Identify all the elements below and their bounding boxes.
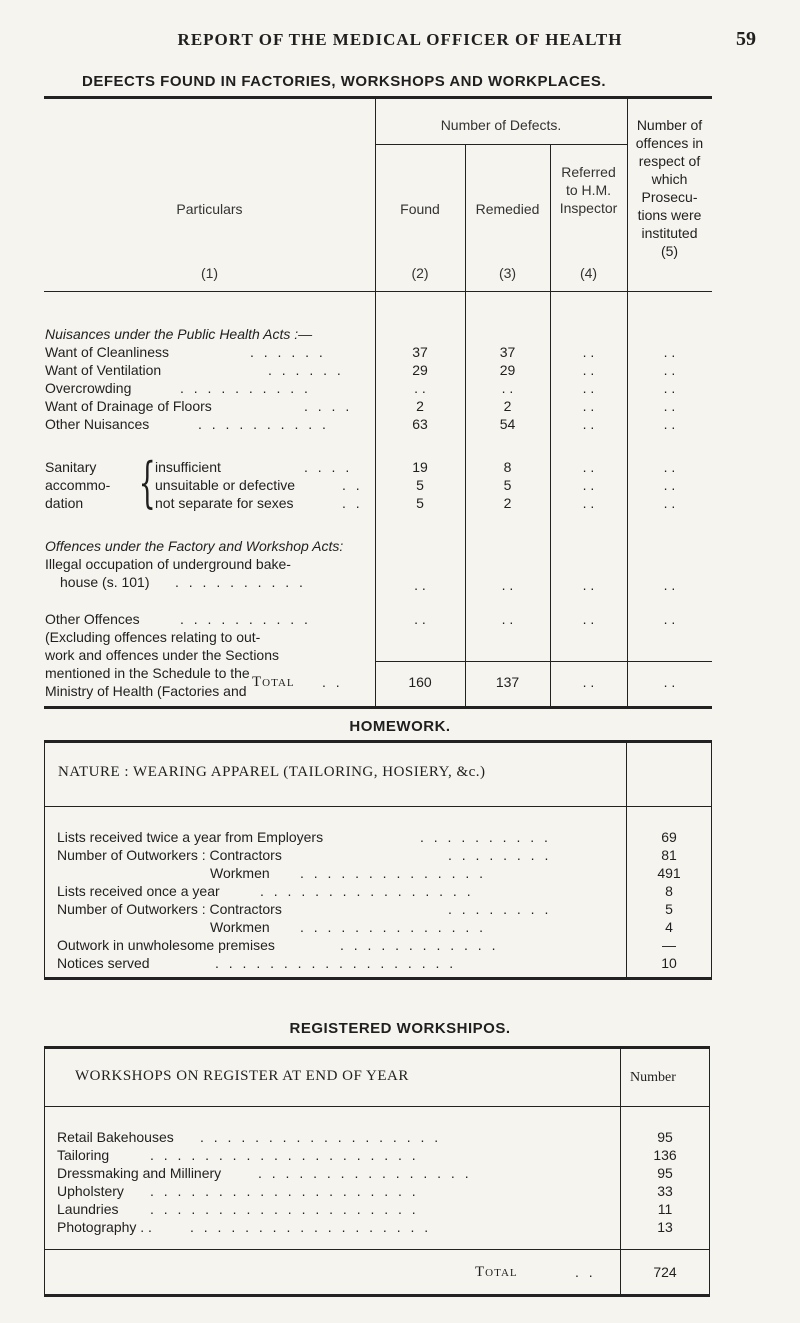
total-remedied: 137 (495, 674, 520, 690)
cell-remedied: 37 (499, 344, 516, 360)
cell-found: 19 (412, 459, 428, 475)
cell-offences: . . (663, 398, 676, 414)
total-offences: . . (663, 674, 676, 690)
col-remedied-num: (3) (498, 265, 517, 281)
cell-remedied: 8 (503, 459, 512, 475)
homework-title: HOMEWORK. (349, 718, 451, 735)
homework-row-label: Number of Outworkers : Contractors (57, 847, 282, 863)
cell-offences: . . (663, 344, 676, 360)
cell-referred: . . (582, 398, 595, 414)
cell-referred: . . (582, 577, 595, 593)
col-remedied: Remedied (475, 201, 540, 217)
workshop-row-label: Photography . . (57, 1219, 152, 1235)
row-label: Overcrowding (45, 380, 132, 396)
cell-offences: . . (663, 577, 676, 593)
col-particulars-num: (1) (200, 265, 219, 281)
cell-remedied: 5 (503, 477, 512, 493)
workshop-row-value: 136 (653, 1147, 677, 1163)
workshop-row-value: 95 (657, 1129, 673, 1145)
col-found-num: (2) (411, 265, 429, 281)
nuisances-heading: Nuisances under the Public Health Acts :— (45, 326, 313, 342)
illegal-occupation-l2: house (s. 101) (60, 574, 150, 590)
sanitary-label-l2: accommo- (45, 477, 111, 493)
defects-group-rule (375, 144, 627, 145)
cell-found: . . (414, 577, 426, 593)
homework-row-label: Lists received once a year (57, 883, 220, 899)
homework-row-value: 491 (657, 865, 681, 881)
cell-remedied: 2 (503, 495, 512, 511)
defects-top-rule (44, 96, 712, 99)
homework-header: NATURE : WEARING APPAREL (TAILORING, HOSIERY, &c.) (58, 764, 486, 780)
sanitary-brace: { (138, 451, 156, 514)
offences-heading: Offences under the Factory and Workshop Acts: (45, 538, 344, 554)
col-offences-l6: tions were (637, 207, 702, 223)
row-label: Other Nuisances (45, 416, 150, 432)
workshop-row-label: Dressmaking and Millinery (57, 1165, 222, 1181)
col-offences-l5: Prosecu- (641, 189, 698, 205)
cell-found: 37 (412, 344, 428, 360)
cell-referred: . . (582, 611, 595, 627)
workshops-header: WORKSHOPS ON REGISTER AT END OF YEAR (75, 1068, 409, 1084)
col-offences-l2: offences in (635, 135, 704, 151)
col-offences-l1: Number of (636, 117, 703, 133)
row-label: Want of Drainage of Floors (45, 398, 212, 414)
cell-referred: . . (582, 380, 595, 396)
homework-row-value: 4 (665, 919, 673, 935)
homework-row-value: — (662, 937, 676, 953)
other-note-l2: work and offences under the Sections (45, 647, 280, 663)
other-note-l4: Ministry of Health (Factories and (45, 683, 247, 699)
workshop-row-label: Retail Bakehouses (57, 1129, 174, 1145)
col-group-defects: Number of Defects. (440, 117, 562, 133)
homework-row-label: Outwork in unwholesome premises (57, 937, 275, 953)
col-offences-l7: instituted (641, 225, 698, 241)
cell-offences: . . (663, 459, 676, 475)
homework-row-label: Notices served (57, 955, 150, 971)
defects-title: DEFECTS FOUND IN FACTORIES, WORKSHOPS AND WORKPLACES. (82, 73, 607, 90)
defects-total-rule (375, 661, 712, 662)
cell-offences: . . (663, 611, 676, 627)
defects-bottom-rule (44, 706, 712, 709)
cell-remedied: 2 (503, 398, 512, 414)
cell-referred: . . (582, 344, 595, 360)
col-referred-l2: to H.M. (565, 182, 612, 198)
homework-row-label: Lists received twice a year from Employers (57, 829, 324, 845)
cell-referred: . . (582, 477, 595, 493)
workshop-row-label: Laundries (57, 1201, 119, 1217)
cell-remedied: . . (501, 577, 514, 593)
cell-remedied: 29 (499, 362, 516, 378)
cell-offences: . . (663, 416, 676, 432)
cell-found: . . (414, 611, 426, 627)
sanitary-label-l1: Sanitary (45, 459, 97, 475)
cell-remedied: 54 (499, 416, 516, 432)
row-label: Want of Ventilation (45, 362, 162, 378)
cell-referred: . . (582, 459, 595, 475)
cell-remedied: . . (501, 380, 514, 396)
homework-row-label: Workmen (210, 919, 270, 935)
cell-referred: . . (582, 416, 595, 432)
page-number: 59 (736, 28, 756, 50)
col-offences-l3: respect of (638, 153, 701, 169)
running-header: REPORT OF THE MEDICAL OFFICER OF HEALTH (177, 30, 623, 49)
homework-row-value: 5 (665, 901, 673, 917)
other-offences-label: Other Offences (45, 611, 140, 627)
workshops-total-value: 724 (653, 1264, 677, 1280)
defects-header-rule (44, 291, 712, 292)
workshop-row-label: Tailoring (57, 1147, 110, 1163)
homework-row-value: 81 (661, 847, 677, 863)
homework-row-value: 8 (665, 883, 673, 899)
col-referred-l1: Referred (561, 164, 616, 180)
workshops-total-label: Total (475, 1264, 518, 1280)
cell-found: 29 (412, 362, 428, 378)
homework-row-value: 69 (661, 829, 677, 845)
col-offences-num: (5) (660, 243, 679, 259)
sanitary-label-l3: dation (45, 495, 84, 511)
cell-found: . . (414, 380, 426, 396)
workshop-row-value: 95 (657, 1165, 673, 1181)
cell-referred: . . (582, 362, 595, 378)
illegal-occupation-l1: Illegal occupation of underground bake- (45, 556, 291, 572)
homework-row-label: Workmen (210, 865, 270, 881)
workshop-row-value: 13 (657, 1219, 673, 1235)
cell-offences: . . (663, 495, 676, 511)
row-label: unsuitable or defective (155, 477, 296, 493)
cell-found: 2 (416, 398, 424, 414)
cell-found: 5 (416, 477, 424, 493)
col-number: Number (630, 1070, 676, 1085)
col-offences-l4: which (651, 171, 688, 187)
row-label: not separate for sexes (155, 495, 294, 511)
cell-offences: . . (663, 477, 676, 493)
col-referred-l3: Inspector (559, 200, 618, 216)
other-note-l1: (Excluding offences relating to out- (45, 629, 261, 645)
cell-found: 5 (416, 495, 424, 511)
col-particulars: Particulars (176, 201, 243, 217)
cell-offences: . . (663, 380, 676, 396)
workshop-row-value: 11 (657, 1201, 673, 1217)
workshop-row-label: Upholstery (57, 1183, 124, 1199)
other-note-l3: mentioned in the Schedule to the (45, 665, 250, 681)
total-label: Total (252, 674, 295, 690)
cell-found: 63 (412, 416, 428, 432)
cell-remedied: . . (501, 611, 514, 627)
col-referred-num: (4) (579, 265, 598, 281)
workshops-title: REGISTERED WORKSHIPOS. (289, 1020, 511, 1037)
row-label: Want of Cleanliness (45, 344, 169, 360)
workshop-row-value: 33 (657, 1183, 673, 1199)
total-found: 160 (408, 674, 432, 690)
homework-row-label: Number of Outworkers : Contractors (57, 901, 282, 917)
cell-referred: . . (582, 495, 595, 511)
total-referred: . . (582, 674, 595, 690)
col-found: Found (400, 201, 440, 217)
row-label: insufficient (155, 459, 221, 475)
homework-row-value: 10 (661, 955, 677, 971)
cell-offences: . . (663, 362, 676, 378)
